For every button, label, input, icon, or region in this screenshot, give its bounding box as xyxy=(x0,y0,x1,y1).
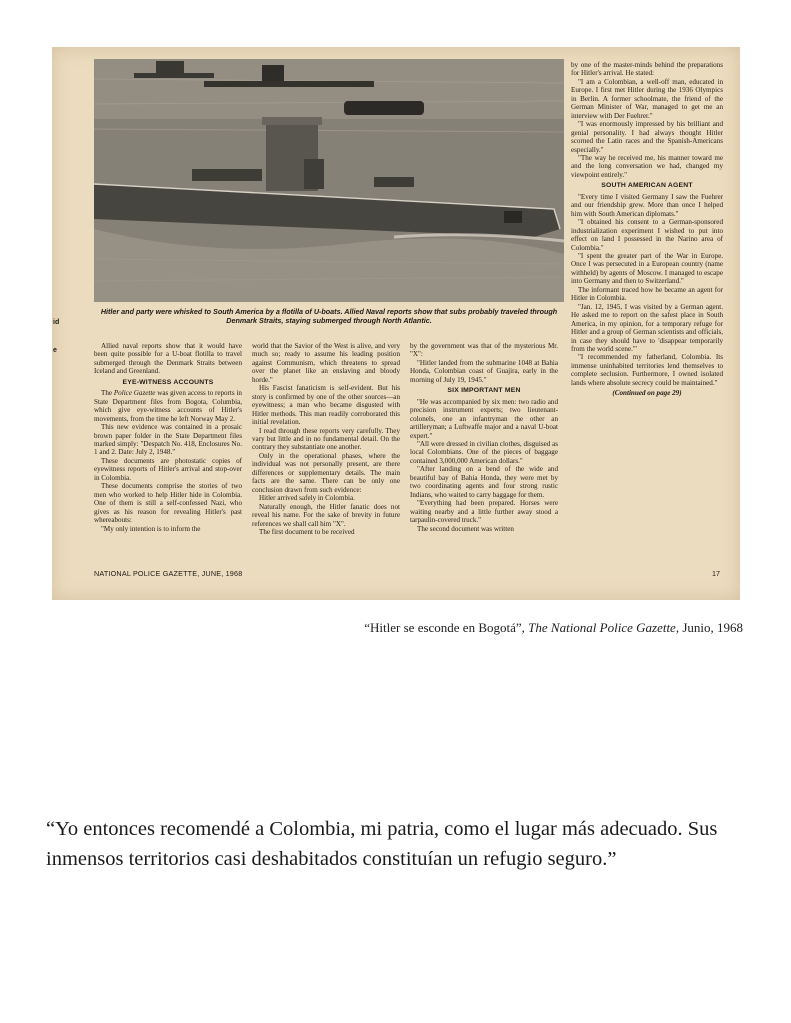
article-paragraph: Naturally enough, the Hitler fanatic does not reveal his name. For the sake of brevity in future references we shall call him "X". xyxy=(252,502,400,528)
publication-name: Police Gazette xyxy=(113,389,156,398)
section-heading: SIX IMPORTANT MEN xyxy=(447,387,521,395)
margin-fragment: e xyxy=(53,347,57,354)
article-paragraph: "I was enormously impressed by his brilliant and genial personality. I had always thought Hitler scorned the Latin races and the Spanish-Americans especially." xyxy=(571,120,723,154)
article-paragraph: The Police Gazette was given access to reports in State Department files from Bogota, Columbia, which give eye-witness accounts of Hitler's movements, from the time he left Norway May 2. xyxy=(94,389,242,423)
article-paragraph: "I am a Colombian, a well-off man, educated in Europe. I first met Hitler during the 1936 Olympics in Berlin. A former schoolmate, the friend of the German Minister of War, managed to get me an interview with Der Fuehrer." xyxy=(571,77,723,120)
uboat-illustration xyxy=(94,59,564,302)
article-paragraph: These documents comprise the stories of two men who worked to help Hitler hide in Colombia. One of them is still a self-confessed Nazi, who gives as his reason for revealing Hitler's past whereabouts: xyxy=(94,482,242,525)
article-paragraph: Hitler arrived safely in Colombia. xyxy=(259,494,355,503)
margin-fragment: id xyxy=(53,319,60,326)
article-paragraph: Only in the operational phases, where the individual was not personally present, are there differences or supplementary details. The main facts are the same. There can be only one conclusion drawn from such evidence: xyxy=(252,451,400,494)
article-paragraph: The second document was written xyxy=(417,524,514,533)
magazine-footer: NATIONAL POLICE GAZETTE, JUNE, 1968 xyxy=(94,569,243,578)
article-paragraph: "I obtained his consent to a German-sponsored industrialization experiment I wished to put into effect on land I possessed in the Narino area of Colombia." xyxy=(571,218,723,252)
article-paragraph: The first document to be received xyxy=(259,527,355,536)
article-paragraph: The informant traced how he became an agent for Hitler in Colombia. xyxy=(571,285,723,303)
article-paragraph: by the government was that of the mysterious Mr. "X": xyxy=(410,342,558,359)
article-paragraph: by one of the master-minds behind the preparations for Hitler's arrival. He stated: xyxy=(571,61,723,78)
article-paragraph: This new evidence was contained in a prosaic brown paper folder in the State Department files marked simply: "Despatch No. 418, Enclosures No. 1 and 2. Date: July 2, 1948." xyxy=(94,423,242,457)
publication-title: The National Police Gazette xyxy=(528,620,676,635)
pull-quote: “Yo entonces recomendé a Colombia, mi patria, como el lugar más adecuado. Sus inmensos territorios casi deshabitados constituían un refugio seguro.” xyxy=(46,818,718,870)
article-paragraph: "I spent the greater part of the War in Europe. Once I was persecuted in a European country (name withheld) by agents of Moscow. I managed to escape into Germany and then to Switzerland." xyxy=(571,251,723,286)
article-paragraph: "Jan. 12, 1945, I was visited by a German agent. He asked me to report on the safest place in South America, in my opinion, for a temporary refuge for Hitler and a group of German scientists and officials, in case they should have to 'disappear temporarily from the world scene.'" xyxy=(571,302,723,353)
article-paragraph: I read through these reports very carefully. They vary but little and in no fundamental detail. On the contrary they substantiate one another. xyxy=(252,426,400,452)
article-paragraph: "Every time I visited Germany I saw the Fuehrer and our friendship grew. More than once I helped him with South American diplomats." xyxy=(571,192,723,218)
article-paragraph: "I recommended my fatherland, Colombia. Its immense uninhabited territories lend themselves to complete seclusion. Furthermore, I owned isolated lands where absolute secrecy could be maintained." xyxy=(571,353,723,387)
article-column-3 xyxy=(410,342,558,533)
article-paragraph: "He was accompanied by six men: two radio and precision instrument experts; two lieutenant-colonels, one an infantryman the other an artilleryman; a Luftwaffe major and a naval U-boat expert." xyxy=(410,397,558,440)
uboat-photo xyxy=(94,59,564,302)
article-paragraph: These documents are photostatic copies of eyewitness reports of Hitler's arrival and stop-over in Colombia. xyxy=(94,456,242,482)
photo-caption: Hitler and party were whisked to South America by a flotilla of U-boats. Allied Naval reports show that subs probably traveled through Denmark Straits, staying submerged through North Atlantic. xyxy=(100,307,558,325)
article-paragraph: "My only intention is to inform the xyxy=(101,524,201,533)
article-column-4 xyxy=(571,61,723,398)
source-citation: “Hitler se esconde en Bogotá”, The National Police Gazette, Junio, 1968 xyxy=(364,620,743,635)
section-heading: EYE-WITNESS ACCOUNTS xyxy=(122,378,214,386)
article-paragraph: "After landing on a bend of the wide and beautiful bay of Bahia Honda, they were met by two coordinating agents and four strong rustic Indians, who waited to carry baggage for them. xyxy=(410,465,558,499)
article-paragraph: "All were dressed in civilian clothes, disguised as local Colombians. One of the pieces of baggage contained 3,000,000 American dollars." xyxy=(410,439,558,465)
article-paragraph: "Hitler landed from the submarine 1048 at Bahia Honda, Colombian coast of Guajira, early in the morning of July 19, 1945." xyxy=(410,358,558,384)
continued-note: (Continued on page 29) xyxy=(612,389,682,398)
page-number: 17 xyxy=(712,569,720,578)
article-paragraph: "The way he received me, his manner toward me and the long conversation we had, changed my viewpoint entirely." xyxy=(571,153,723,179)
article-column-1 xyxy=(94,342,242,533)
article-column-2 xyxy=(252,342,400,536)
article-paragraph: Allied naval reports show that it would have been quite possible for a U-boat flotilla to travel submerged through the Denmark Straits between Iceland and Greenland. xyxy=(94,342,242,376)
section-heading: SOUTH AMERICAN AGENT xyxy=(601,182,693,190)
article-paragraph: world that the Savior of the West is alive, and very much so; ready to assume his leading position against Communism, which threatens to spread over the planet like an enslaving and bloody horde." xyxy=(252,342,400,384)
article-paragraph: "Everything had been prepared. Horses were waiting nearby and a little further away stood a tarpaulin-covered truck." xyxy=(410,499,558,525)
magazine-page-scan xyxy=(52,47,740,600)
article-paragraph: His Fascist fanaticism is self-evident. But his story is confirmed by one of the other sources—an eyewitness; a man who became disgusted with Hitler methods. This man readily corroborated this initial revelation. xyxy=(252,384,400,427)
